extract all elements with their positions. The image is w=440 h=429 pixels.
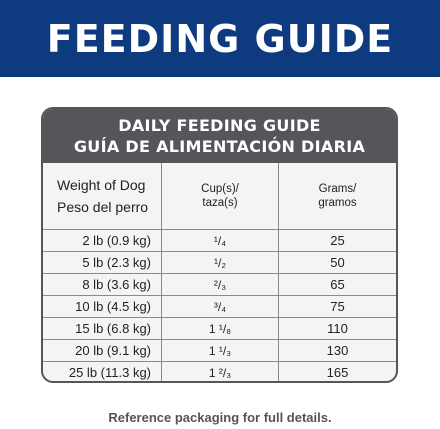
column-header-grams-en: Grams/: [318, 183, 357, 195]
cups-cell: ¹/₄: [162, 230, 279, 251]
cups-cell: 1 ¹/₈: [162, 318, 279, 339]
feeding-table: [43, 163, 396, 383]
grams-cell: 165: [326, 365, 349, 380]
page-title: FEEDING GUIDE: [46, 16, 394, 61]
table-header-row: [43, 163, 396, 230]
table-row: [43, 230, 396, 252]
weight-cell: 20 lb (9.1 kg): [43, 340, 162, 361]
table-row: [43, 252, 396, 274]
card-header: [43, 109, 396, 163]
column-header-weight-es: Peso del perro: [57, 199, 149, 215]
cups-cell: ³/₄: [162, 296, 279, 317]
card-title-spanish: GUÍA DE ALIMENTACIÓN DIARIA: [73, 137, 366, 156]
cups-cell: ¹/₂: [162, 252, 279, 273]
card-title-english: DAILY FEEDING GUIDE: [118, 116, 321, 135]
feeding-guide-card: [41, 107, 398, 383]
table-row: [43, 318, 396, 340]
header-banner: [0, 0, 440, 77]
weight-cell: 15 lb (6.8 kg): [43, 318, 162, 339]
column-header-cups-es: taza(s): [202, 197, 238, 209]
grams-cell: 75: [330, 299, 345, 314]
column-header-weight-en: Weight of Dog: [57, 177, 146, 193]
weight-cell: 10 lb (4.5 kg): [43, 296, 162, 317]
grams-cell: 110: [327, 321, 348, 336]
cups-cell: 1 ¹/₃: [162, 340, 279, 361]
column-header-cups-en: Cup(s)/: [201, 183, 239, 195]
column-header-grams-es: gramos: [318, 197, 357, 209]
weight-cell: 2 lb (0.9 kg): [43, 230, 162, 251]
weight-cell: 8 lb (3.6 kg): [43, 274, 162, 295]
grams-cell: 50: [330, 255, 345, 270]
column-header-grams: [279, 163, 396, 229]
grams-cell: 130: [326, 343, 349, 358]
grams-cell: 65: [330, 277, 345, 292]
table-row: [43, 274, 396, 296]
weight-cell: 5 lb (2.3 kg): [43, 252, 162, 273]
cups-cell: ²/₃: [162, 274, 279, 295]
cups-cell: 1 ²/₃: [162, 362, 279, 383]
table-row: [43, 340, 396, 362]
column-header-cups: [162, 163, 279, 229]
weight-cell: 25 lb (11.3 kg): [43, 362, 162, 383]
table-row: [43, 296, 396, 318]
column-header-weight: [43, 163, 162, 229]
table-row: [43, 362, 396, 383]
grams-cell: 25: [330, 233, 345, 248]
footer-note: Reference packaging for full details.: [108, 410, 332, 425]
